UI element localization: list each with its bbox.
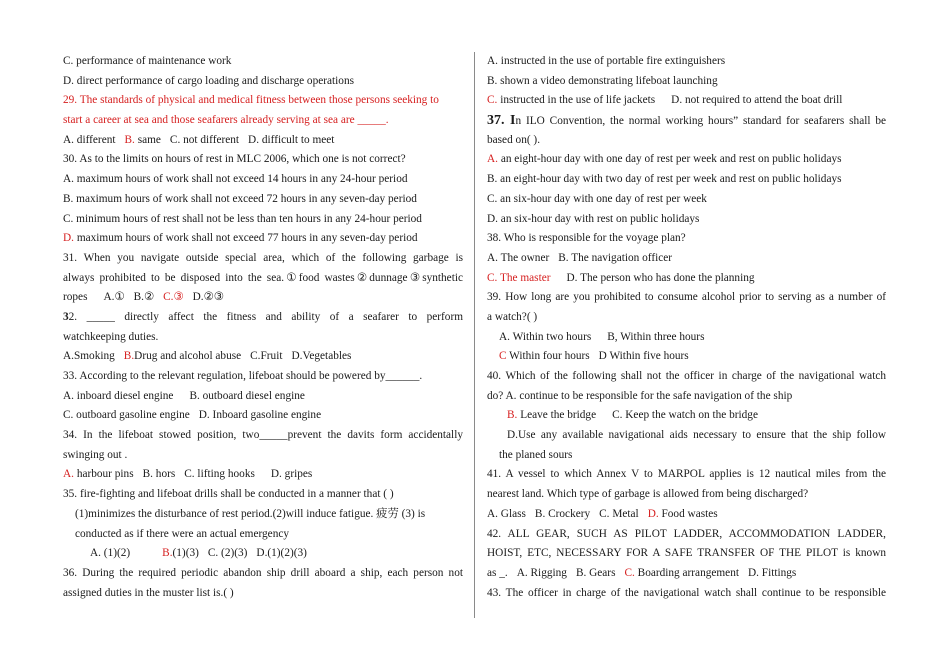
answer-marker: B. [123, 350, 135, 363]
option-a: A.① [103, 291, 125, 304]
question-38-stem: 38. Who is responsible for the voyage plan? [487, 232, 686, 245]
option-b: B. shown a video demonstrating lifeboat launching [487, 74, 718, 87]
answer-marker: D. [63, 232, 74, 245]
question-39-stem: 39. How long are you prohibited to consume alcohol prior to serving as a number of [487, 291, 886, 304]
question-34-options [63, 465, 463, 485]
option-d: D.②③ [192, 291, 224, 304]
column-divider [474, 52, 475, 618]
question-33-stem: 33. According to the relevant regulation, lifeboat should be powered by______. [63, 370, 423, 382]
question-36-options [487, 91, 886, 111]
option-b: Drug and alcohol abuse [134, 350, 242, 363]
question-35-stem: conducted as if there were an actual emergency [75, 527, 290, 540]
option-c: C. Keep the watch on the bridge [612, 409, 758, 422]
option-d: D.(1)(2)(3) [256, 547, 307, 560]
option-b: B. maximum hours of work shall not exceed 72 hours in any seven-day period [63, 192, 417, 205]
option-b: B. outboard diesel engine [189, 389, 305, 402]
question-35-stem: (1)minimizes the disturbance of rest period.(2)will induce fatigue. 疲劳 (3) is [75, 507, 426, 520]
text-line: C. performance of maintenance work [63, 55, 232, 67]
option-c-answer: C.③ [163, 291, 184, 304]
option-d: D Within five hours [598, 350, 689, 363]
option-c-answer: C. The master [487, 271, 551, 284]
question-31-options: ropes A.① B.② C.③ D.②③ [63, 291, 224, 304]
question-41-stem: nearest land. Which type of garbage is allowed from being discharged? [487, 488, 809, 501]
option-a: A. Rigging [516, 566, 567, 579]
question-42-stem: 42. ALL GEAR, SUCH AS PILOT LADDER, ACCOMMODATION LADDER, [487, 527, 886, 540]
question-40-options [487, 406, 886, 426]
option-b: B. hors [142, 468, 176, 481]
option-c: C.Fruit [250, 350, 283, 363]
question-34-stem: swinging out . [63, 448, 128, 461]
option-b: (1)(3) [172, 547, 199, 560]
option-d: the planed sours [499, 448, 573, 461]
question-35-options [63, 544, 463, 564]
question-41-options [487, 505, 886, 525]
answer-marker: B. [507, 409, 518, 422]
option-a: A.Smoking [63, 350, 115, 363]
question-43-stem: 43. The officer in charge of the navigational watch shall continue to be responsible [487, 586, 886, 599]
option-a: A. (1)(2) [90, 547, 131, 560]
question-32-options [63, 347, 463, 367]
option-d: D. an six-hour day with rest on public holidays [487, 212, 700, 225]
answer-marker: B. [162, 547, 173, 560]
option-b: B.② [133, 291, 155, 304]
option-a: harbour pins [76, 468, 134, 481]
option-a: A. The owner [487, 251, 550, 264]
option-c: C. Metal [599, 507, 639, 520]
option-c: instructed in the use of life jackets [500, 94, 656, 107]
question-39-stem: a watch?( ) [487, 310, 538, 323]
option-b: B. Crockery [534, 507, 591, 520]
question-29-stem: 29. The standards of physical and medical fitness between those persons seeking to [63, 94, 439, 107]
option-d: D. The person who has done the planning [566, 271, 755, 284]
option-c: C. (2)(3) [207, 547, 248, 560]
option-d: D.Vegetables [291, 350, 352, 363]
question-40-stem: do? A. continue to be responsible for the safe navigation of the ship [487, 389, 793, 402]
question-39-options [487, 328, 886, 348]
question-42-options: as _. A. Rigging B. Gears C. Boarding arrangement D. Fittings [487, 566, 797, 579]
option-c: C. not different [169, 133, 240, 146]
option-a: A. maximum hours of work shall not exceed 14 hours in any 24-hour period [63, 173, 408, 186]
option-c: Boarding arrangement [637, 566, 739, 579]
question-33-options [63, 406, 463, 426]
option-a: A. Within two hours [499, 330, 592, 343]
option-a: A. different [63, 133, 116, 146]
question-34-stem: 34. In the lifeboat stowed position, two_____prevent the davits form accidentally [63, 429, 463, 442]
option-c: C. minimum hours of rest shall not be less than ten hours in any 24-hour period [63, 212, 422, 225]
question-37-stem: 37. In ILO Convention, the normal working hours” standard for seafarers shall be [487, 113, 886, 129]
question-32-stem: 32. _____ directly affect the fitness and ability of a seafarer to perform [63, 310, 463, 323]
option-d: D. gripes [270, 468, 313, 481]
option-d: D. not required to attend the boat drill [671, 94, 843, 107]
answer-marker: B. [124, 133, 135, 146]
option-c: Within four hours [509, 350, 590, 363]
question-31-stem: 31. When you navigate outside special area, which of the following garbage is [63, 251, 463, 264]
answer-marker: D. [647, 507, 659, 520]
question-29-options [63, 131, 463, 151]
option-b: same [137, 133, 161, 146]
option-c: C. lifting hooks [184, 468, 255, 481]
text-line: D. direct performance of cargo loading and discharge operations [63, 74, 354, 87]
option-b: B, Within three hours [607, 330, 705, 343]
option-d: D. maximum hours of work shall not exceed 77 hours in any seven-day period [63, 232, 418, 245]
question-39-options [487, 347, 886, 367]
right-column [487, 52, 886, 603]
option-c: C. an six-hour day with one day of rest per week [487, 192, 707, 205]
option-d: D. difficult to meet [248, 133, 335, 146]
question-29-stem: start a career at sea and those seafarers already serving at sea are _____. [63, 114, 389, 127]
left-column [63, 52, 463, 603]
question-42-stem: HOIST, ETC, NECESSARY FOR A SAFE TRANSFER OF THE PILOT is known [487, 547, 886, 560]
option-b: B. Gears [575, 566, 616, 579]
option-c: C. outboard gasoline engine [63, 409, 190, 422]
option-a: A. an eight-hour day with one day of rest per week and rest on public holidays [487, 153, 842, 166]
question-30-stem: 30. As to the limits on hours of rest in MLC 2006, which one is not correct? [63, 153, 406, 166]
option-d: D. Inboard gasoline engine [198, 409, 322, 422]
answer-marker: C. [487, 94, 498, 107]
question-38-options [487, 249, 886, 269]
option-d: Food wastes [661, 507, 718, 520]
option-b: B. The navigation officer [558, 251, 673, 264]
question-37-stem: based on( ). [487, 133, 541, 146]
question-41-stem: 41. A vessel to which Annex V to MARPOL applies is 12 nautical miles from the [487, 468, 886, 481]
question-31-stem: always prohibited to be disposed into the sea.①food wastes②dunnage③synthetic [63, 271, 463, 284]
answer-marker: C. [624, 566, 635, 579]
question-38-options [487, 269, 886, 289]
question-36-stem: 36. During the required periodic abandon ship drill aboard a ship, each person not [63, 566, 463, 579]
option-b: Leave the bridge [520, 409, 597, 422]
answer-marker: A. [63, 468, 74, 481]
question-32-stem: watchkeeping duties. [63, 330, 159, 343]
option-a: A. instructed in the use of portable fire extinguishers [487, 55, 726, 67]
answer-marker: A. [487, 153, 498, 166]
question-40-stem: 40. Which of the following shall not the officer in charge of the navigational watch [487, 370, 886, 382]
question-36-stem: assigned duties in the muster list is.( ) [63, 586, 234, 599]
option-d: D.Use any available navigational aids necessary to ensure that the ship follow [507, 429, 886, 442]
option-b: B. an eight-hour day with two day of rest per week and rest on public holidays [487, 173, 842, 186]
question-35-stem: 35. fire-fighting and lifeboat drills shall be conducted in a manner that ( ) [63, 488, 394, 501]
answer-marker: C [499, 350, 507, 363]
option-d: D. Fittings [747, 566, 797, 579]
option-a: A. inboard diesel engine [63, 389, 174, 402]
question-33-options [63, 387, 463, 407]
option-a: A. Glass [487, 507, 526, 520]
